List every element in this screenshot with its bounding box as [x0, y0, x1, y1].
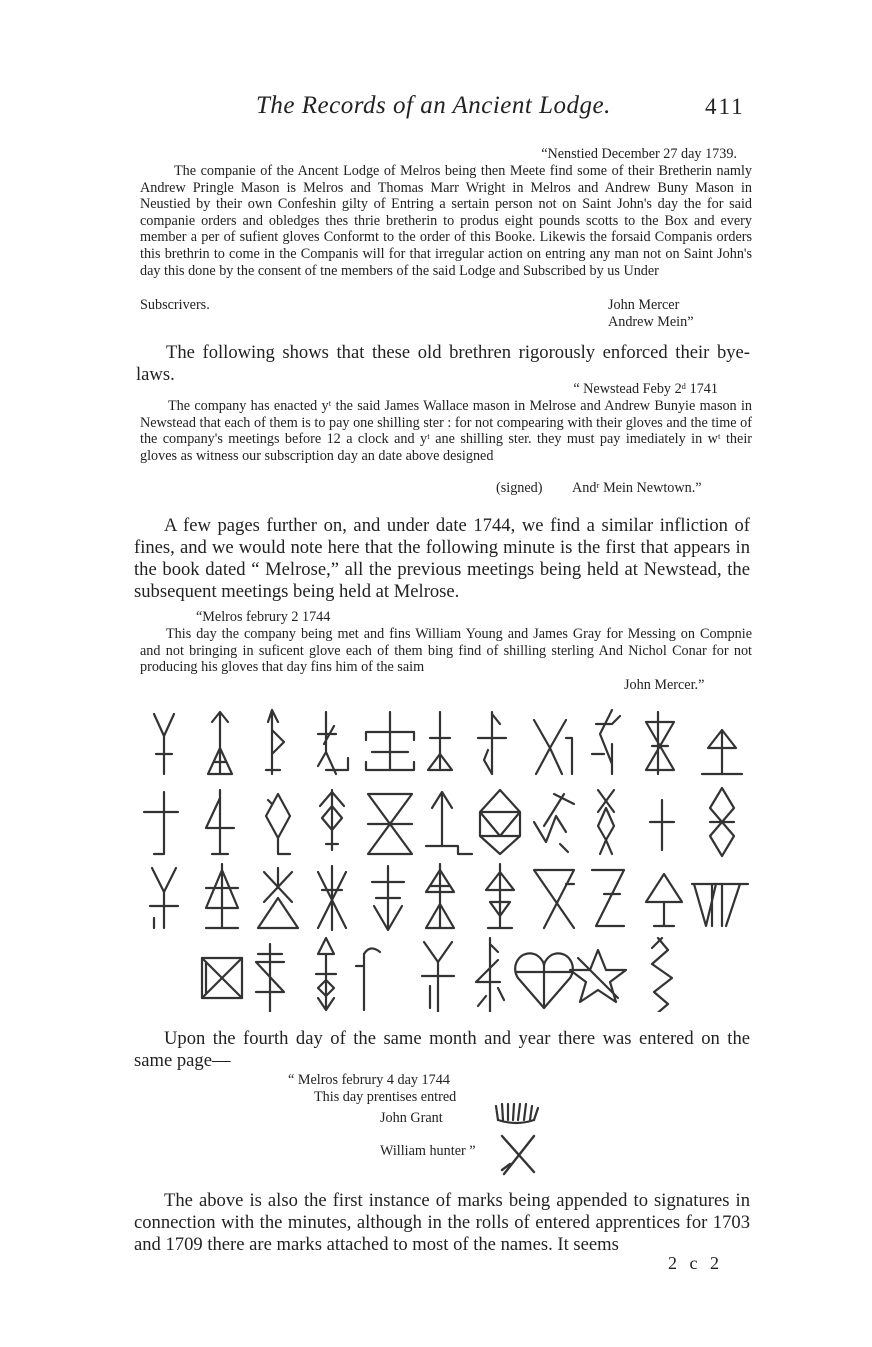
quote4-line: This day prentises entred — [314, 1089, 457, 1105]
signature-marks — [488, 1098, 558, 1178]
mark — [318, 866, 346, 930]
mark — [154, 714, 174, 774]
quote1-date: “Nenstied December 27 day 1739. — [541, 146, 737, 162]
mark — [534, 720, 572, 774]
paragraph-1 — [136, 342, 750, 386]
mark — [366, 712, 414, 770]
mark — [646, 874, 682, 926]
mark — [598, 790, 614, 854]
quote3-signer: John Mercer.” — [624, 677, 705, 693]
signature-mark: 2 c 2 — [668, 1253, 723, 1273]
quote3-text — [140, 626, 752, 676]
masons-marks-figure — [140, 702, 750, 1012]
mark — [368, 794, 412, 854]
cross-mark — [502, 1136, 534, 1174]
mark — [318, 712, 348, 774]
mark — [266, 710, 284, 774]
quote2-text — [140, 398, 752, 464]
quote2-signed: (signed) — [496, 480, 543, 496]
quote1-text — [140, 163, 752, 279]
paragraph-4-text: The above is also the first instance of marks being appended to signatures in connection with the minutes, although in the rolls of entered apprentices for 1703 and 1709 there are marks attached to most of the names. It seems — [134, 1190, 750, 1255]
mark — [710, 788, 734, 856]
paragraph-3-text: Upon the fourth day of the same month and year there was entered on the same page— — [134, 1028, 750, 1071]
quote1-body: The companie of the Ancent Lodge of Melros being then Meete find some of their Bretherin namly Andrew Pringle Mason is Melros and Thomas Marr Wright in Melros and Andrew Buny Mason in Neustied by their own Confeshin gilty of Entring a sertain person not on Saint John's day the for said companie orders and obledges thes thrie bretherin to produs eight pounds scotts to the Box and every member a per of sufient gloves Conformt to the order of this Booke. Likewis the forsaid Companis orders this brethrin to come in the Companis will for that irregular action on entring any man not on Saint John's day this done by the consent of tne members of the said Lodge and Subscribed by us Under — [140, 163, 752, 279]
quote1-last-line: Subscrivers. — [140, 297, 210, 313]
paragraph-2 — [134, 515, 750, 603]
quote4-name2: William hunter ” — [380, 1143, 476, 1159]
page-number: 411 — [705, 94, 745, 119]
mark — [208, 712, 232, 774]
mark — [534, 870, 574, 928]
paragraph-1-text: The following shows that these old brethren rigorously enforced their bye-laws. — [136, 342, 750, 385]
masons-marks-svg — [140, 702, 750, 1012]
quote1-signer2: Andrew Mein” — [608, 314, 694, 330]
mark — [144, 792, 178, 854]
mark — [652, 938, 672, 1012]
mark — [480, 790, 520, 854]
mark — [316, 938, 336, 1010]
paragraph-2-text: A few pages further on, and under date 1744, we find a similar infliction of fines, and we would note here that the following minute is the first that appears in the book dated “ Melrose,” all the previous meetings being held at Newstead, the subsequent meetings being held at Melrose. — [134, 515, 750, 602]
mark — [258, 868, 298, 928]
quote2-date: “ Newstead Feby 2ᵈ 1741 — [573, 381, 718, 397]
mark — [206, 790, 234, 854]
mark — [320, 790, 344, 850]
mark — [692, 884, 748, 926]
mark — [486, 864, 514, 928]
quote2-signer: Andʳ Mein Newtown.” — [572, 480, 702, 496]
running-title: The Records of an Ancient Lodge. — [256, 92, 611, 119]
mark — [422, 942, 454, 1012]
mark — [650, 800, 674, 850]
mark — [150, 868, 178, 928]
mark — [478, 712, 506, 774]
mark — [426, 864, 454, 928]
mark — [202, 958, 242, 998]
quote4-name1: John Grant — [380, 1110, 443, 1126]
paragraph-4 — [134, 1190, 750, 1256]
mark — [206, 864, 238, 928]
quote3-body: This day the company being met and fins William Young and James Gray for Messing on Compnie and not bringing in suficent glove each of them bing find of shilling sterling And Nichol Conar for not producing his gloves that day fins him of the saim — [140, 626, 752, 676]
paragraph-3 — [134, 1028, 750, 1072]
mark — [592, 710, 620, 774]
mark — [476, 938, 504, 1012]
quote2-body: The company has enacted yᵗ the said James Wallace mason in Melrose and Andrew Bunyie mason in Newstead that each of them is to pay one shilling ster : for not compearing with their gloves and the time of the company's meetings before 12 a clock and yᵗ ane shilling ster. they must pay imediately in wᵗ their gloves as witness our subscription day an date above designed — [140, 398, 752, 464]
mark — [646, 712, 674, 774]
mark — [356, 948, 380, 1010]
mark — [256, 944, 284, 1012]
mark — [266, 794, 290, 854]
mark — [428, 712, 452, 770]
quote1-signer1: John Mercer — [608, 297, 680, 313]
mark — [534, 794, 574, 852]
quote4-date: “ Melros februry 4 day 1744 — [288, 1072, 450, 1088]
running-header — [0, 92, 872, 132]
quote3-date: “Melros februry 2 1744 — [196, 609, 331, 625]
mark — [592, 870, 624, 926]
mark — [702, 730, 742, 774]
mark — [426, 792, 472, 854]
crown-mark — [496, 1104, 538, 1123]
mark — [372, 866, 404, 930]
mark — [570, 950, 626, 1002]
mark — [515, 953, 573, 1008]
